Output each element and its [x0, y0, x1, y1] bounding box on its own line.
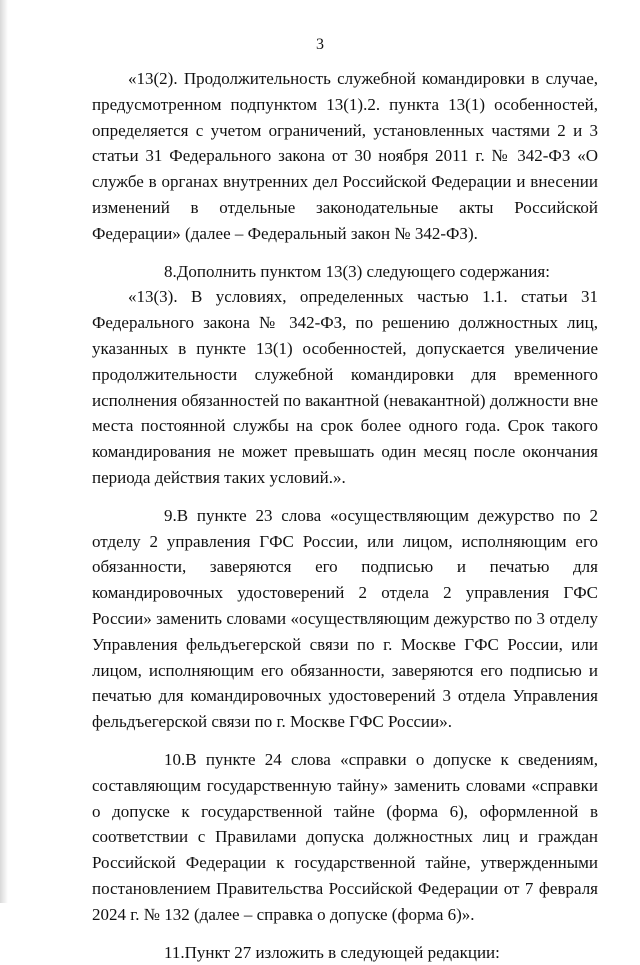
paragraph-item-10 — [92, 747, 598, 928]
paragraph-text: В пункте 23 слова «осуществляющим дежурство по 2 отделу 2 управления ГФС России, или лицом, исполняющим его обязанности, заверяются его подписью и печатью для командировочных удостоверений 2 отдела 2 управления ГФС России» заменить словами «осуществляющим дежурство по 3 отделу Управления фельдъегерской связи по г. Москве ГФС России, или лицом, исполняющим его обязанности, заверяются его подписью и печатью для командировочных удостоверений 3 отдела Управления фельдъегерской связи по г. Москве ГФС России». — [92, 506, 598, 731]
item-number: 8. — [128, 259, 177, 285]
item-number: 10. — [128, 747, 185, 773]
paragraph-text: Дополнить пунктом 13(3) следующего содержания: — [177, 262, 550, 281]
paragraph-text: «13(3). В условиях, определенных частью 1.1. статьи 31 Федерального закона № 342-ФЗ, по решению должностных лиц, указанных в пункте 13(1) особенностей, допускается увеличение продолжительности служебной командировки для временного исполнения обязанностей по вакантной (невакантной) должности вне места постоянной службы на срок более одного года. Срок такого командирования не может превышать один месяц после окончания периода действия таких условий.». — [92, 287, 598, 487]
item-number: 11. — [128, 940, 185, 965]
paragraph-13-2 — [92, 66, 598, 247]
paragraph-item-11 — [92, 940, 598, 965]
paragraph-text: В пункте 24 слова «справки о допуске к сведениям, составляющим государственную тайну» заменить словами «справки о допуске к государственной тайне (форма 6), оформленной в соответствии с Правилами допуска должностных лиц и граждан Российской Федерации к государственной тайне, утвержденными постановлением Правительства Российской Федерации от 7 февраля 2024 г. № 132 (далее – справка о допуске (форма 6)». — [92, 750, 598, 924]
page-number: 3 — [0, 36, 640, 54]
scan-edge-shadow — [0, 0, 8, 903]
paragraph-text: «13(2). Продолжительность служебной командировки в случае, предусмотренном подпунктом 13(1).2. пункта 13(1) особенностей, определяется с учетом ограничений, установленных частями 2 и 3 статьи 31 Федерального закона от 30 ноября 2011 г. № 342-ФЗ «О службе в органах внутренних дел Российской Федерации и внесении изменений в отдельные законодательные акты Российской Федерации» (далее – Федеральный закон № 342-ФЗ). — [92, 69, 598, 243]
paragraph-text: Пункт 27 изложить в следующей редакции: — [185, 943, 500, 962]
paragraph-item-9 — [92, 503, 598, 735]
paragraph-item-8 — [92, 259, 598, 285]
item-number: 9. — [128, 503, 177, 529]
paragraph-13-3 — [92, 284, 598, 490]
document-body — [92, 66, 598, 965]
